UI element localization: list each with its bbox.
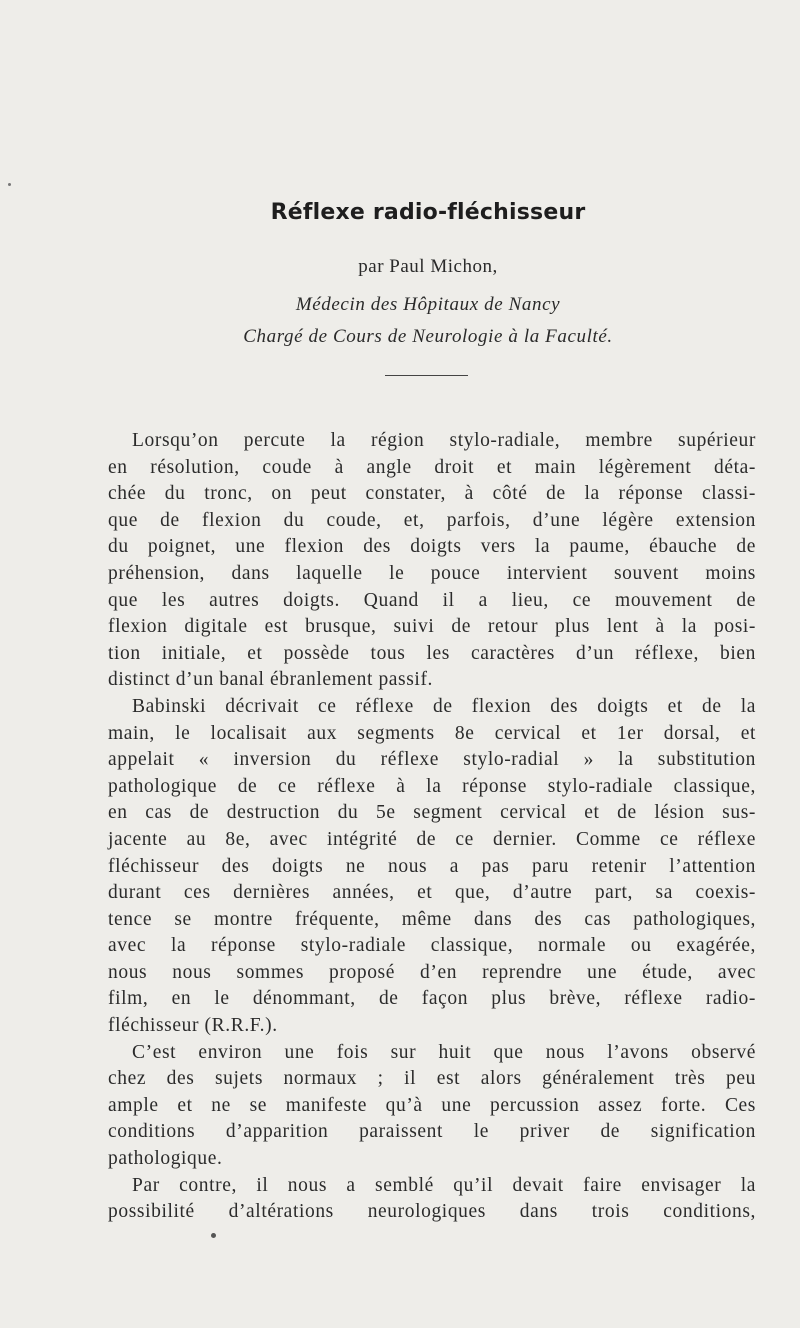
text-line: main, le localisait aux segments 8e cervical et 1er dorsal, et [108, 722, 756, 744]
text-line: nous nous sommes proposé d’en reprendre une étude, avec [108, 961, 756, 983]
text-line: Babinski décrivait ce réflexe de flexion des doigts et de la [132, 695, 756, 717]
paragraph-1 [108, 428, 756, 694]
text-line: jacente au 8e, avec intégrité de ce dernier. Comme ce réflexe [108, 828, 756, 850]
text-line: ample et ne se manifeste qu’à une percussion assez forte. Ces [108, 1094, 756, 1116]
author-byline: par Paul Michon, [358, 256, 498, 277]
dust-speck [8, 183, 11, 186]
text-line: Lorsqu’on percute la région stylo-radiale, membre supérieur [132, 430, 756, 451]
text-line: appelait « inversion du réflexe stylo-radial » la substitution [108, 749, 756, 771]
text-line: préhension, dans laquelle le pouce intervient souvent moins [108, 562, 756, 584]
text-line: durant ces dernières années, et que, d’autre part, sa coexis- [108, 882, 756, 904]
text-line: fléchisseur des doigts ne nous a pas paru retenir l’attention [108, 855, 756, 877]
text-line: pathologique. [108, 1148, 223, 1170]
paragraph-3 [108, 1040, 756, 1173]
text-line: distinct d’un banal ébranlement passif. [108, 669, 434, 691]
text-line: Par contre, il nous a semblé qu’il devait faire envisager la [132, 1174, 756, 1196]
text-line: flexion digitale est brusque, suivi de retour plus lent à la posi- [108, 616, 756, 638]
text-line: chée du tronc, on peut constater, à côté de la réponse classi- [108, 483, 756, 505]
text-line: film, en le dénommant, de façon plus brève, réflexe radio- [108, 988, 756, 1010]
text-line: fléchisseur (R.R.F.). [108, 1015, 278, 1037]
separator-rule [385, 375, 468, 376]
article-title: Réflexe radio-fléchisseur [270, 200, 586, 225]
author-affiliation-2: Chargé de Cours de Neurologie à la Faculté. [243, 326, 613, 347]
text-line: en résolution, coude à angle droit et main légèrement déta- [108, 456, 756, 478]
text-line: avec la réponse stylo-radiale classique, normale ou exagérée, [108, 935, 756, 957]
text-line: possibilité d’altérations neurologiques dans trois conditions, [108, 1201, 756, 1223]
text-line: du poignet, une flexion des doigts vers la paume, ébauche de [108, 536, 756, 558]
article-body [108, 428, 756, 1226]
text-line: chez des sujets normaux ; il est alors généralement très peu [108, 1068, 756, 1090]
dust-speck [211, 1233, 216, 1238]
text-line: tence se montre fréquente, même dans des cas pathologiques, [108, 908, 756, 930]
text-line: que de flexion du coude, et, parfois, d’une légère extension [108, 509, 756, 531]
text-line: C’est environ une fois sur huit que nous l’avons observé [132, 1041, 756, 1063]
paragraph-4 [108, 1173, 756, 1226]
text-line: que les autres doigts. Quand il a lieu, ce mouvement de [108, 589, 756, 611]
text-line: en cas de destruction du 5e segment cervical et de lésion sus- [108, 802, 756, 824]
text-line: conditions d’apparition paraissent le priver de signification [108, 1121, 756, 1143]
text-line: pathologique de ce réflexe à la réponse stylo-radiale classique, [108, 775, 756, 797]
text-line: tion initiale, et possède tous les caractères d’un réflexe, bien [108, 642, 756, 664]
author-affiliation-1: Médecin des Hôpitaux de Nancy [295, 294, 561, 315]
paragraph-2 [108, 694, 756, 1040]
